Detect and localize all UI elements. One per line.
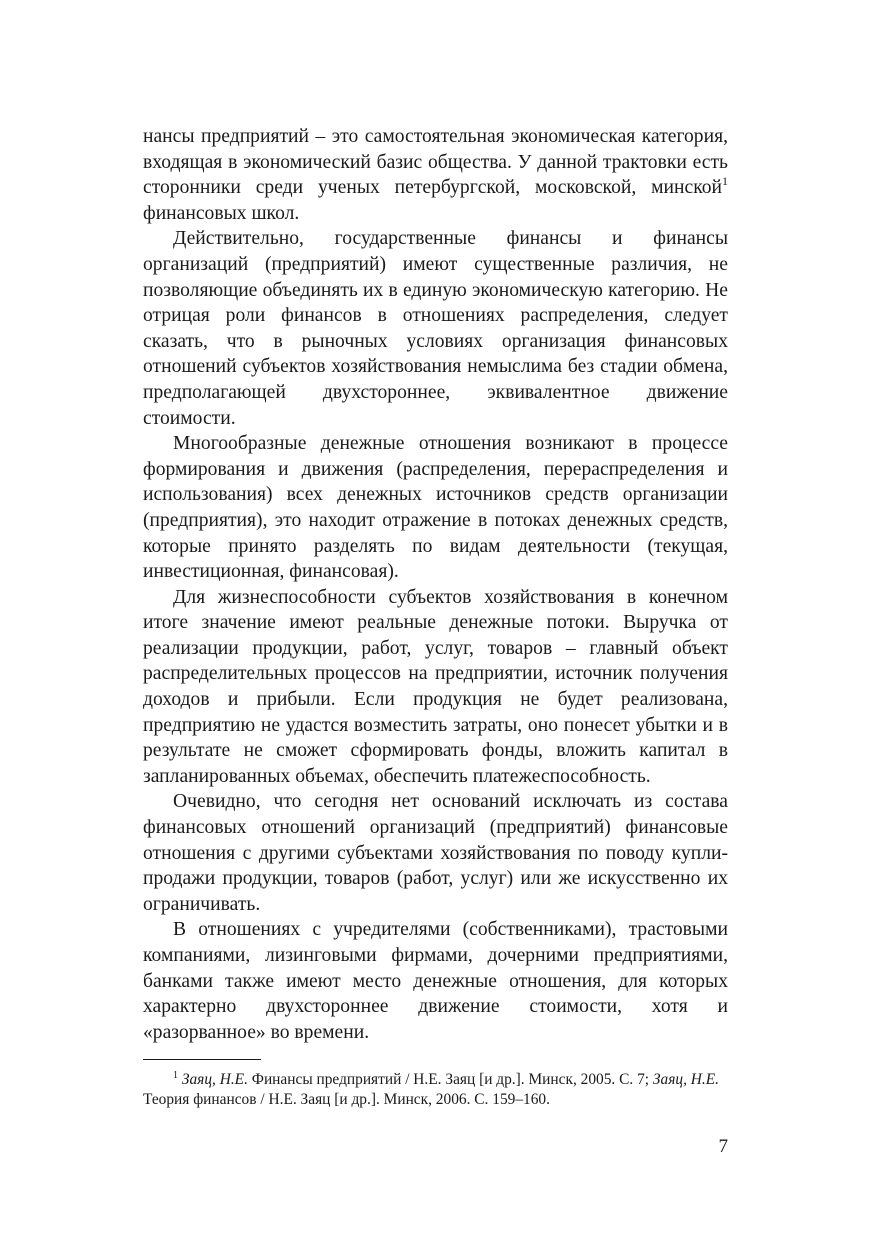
paragraph-2: Действительно, государственные финансы и финансы организаций (предприятий) имеют существенные различия, не позволяющие объединять их в единую экономическую категорию. Не отрицая роли финансов в отношениях распределения, следует сказать, что в рыночных условиях организация финансовых отношений субъектов хозяйствования немыслима без стадии обмена, предполагающей двухстороннее, эквивалентное движение стоимости. bbox=[143, 228, 728, 429]
paragraph-1-tail: финансовых школ. bbox=[143, 202, 300, 224]
footnote bbox=[143, 1070, 728, 1110]
page-number: 7 bbox=[718, 1136, 728, 1157]
paragraph-3: Многообразные денежные отношения возникают в процессе формирования и движения (распределения, перераспределения и использования) всех денежных источников средств организации (предприятия), это находит отражение в потоках денежных средств, которые принято разделять по видам деятельности (текущая, инвестиционная, финансовая). bbox=[143, 433, 728, 583]
footnote-author-2: Заяц, Н.Е. bbox=[652, 1071, 719, 1088]
paragraph-4: Для жизнеспособности субъектов хозяйствования в конечном итоге значение имеют реальные денежные потоки. Выручка от реализации продукции, работ, услуг, товаров – главный объект распределительных процессов на предприятии, источник получения доходов и прибыли. Если продукция не будет реализована, предприятию не удастся возместить затраты, оно понесет убытки и в результате не сможет сформировать фонды, вложить капитал в запланированных объемах, обеспечить платежеспособность. bbox=[143, 586, 728, 787]
paragraph-6: В отношениях с учредителями (собственниками), трастовыми компаниями, лизинговыми фирмами, дочерними предприятиями, банками также имеют место денежные отношения, для которых характерно двухстороннее движение стоимости, хотя и «разорванное» во времени. bbox=[143, 919, 728, 1043]
paragraph-1 bbox=[143, 124, 728, 226]
footnote-text-2: Теория финансов / Н.Е. Заяц [и др.]. Минск, 2006. С. 159–160. bbox=[143, 1091, 550, 1108]
paragraph-1-text: нансы предприятий – это самостоятельная экономическая категория, входящая в экономический базис общества. У данной трактовки есть сторонники среди ученых петербургской, московской, минской bbox=[143, 126, 728, 199]
footnote-divider bbox=[143, 1059, 261, 1060]
footnote-text-1: Финансы предприятий / Н.Е. Заяц [и др.]. Минск, 2005. С. 7; bbox=[247, 1071, 653, 1088]
paragraph-5: Очевидно, что сегодня нет оснований исключать из состава финансовых отношений организаций (предприятий) финансовые отношения с другими субъектами хозяйствования по поводу купли-продажи продукции, товаров (работ, услуг) или же искусственно их ограничивать. bbox=[143, 791, 728, 915]
footnote-mark: 1 bbox=[173, 1070, 178, 1081]
page-body bbox=[143, 124, 728, 1045]
footnote-reference[interactable]: 1 bbox=[722, 174, 728, 189]
footnote-author-1: Заяц, Н.Е. bbox=[181, 1071, 248, 1088]
